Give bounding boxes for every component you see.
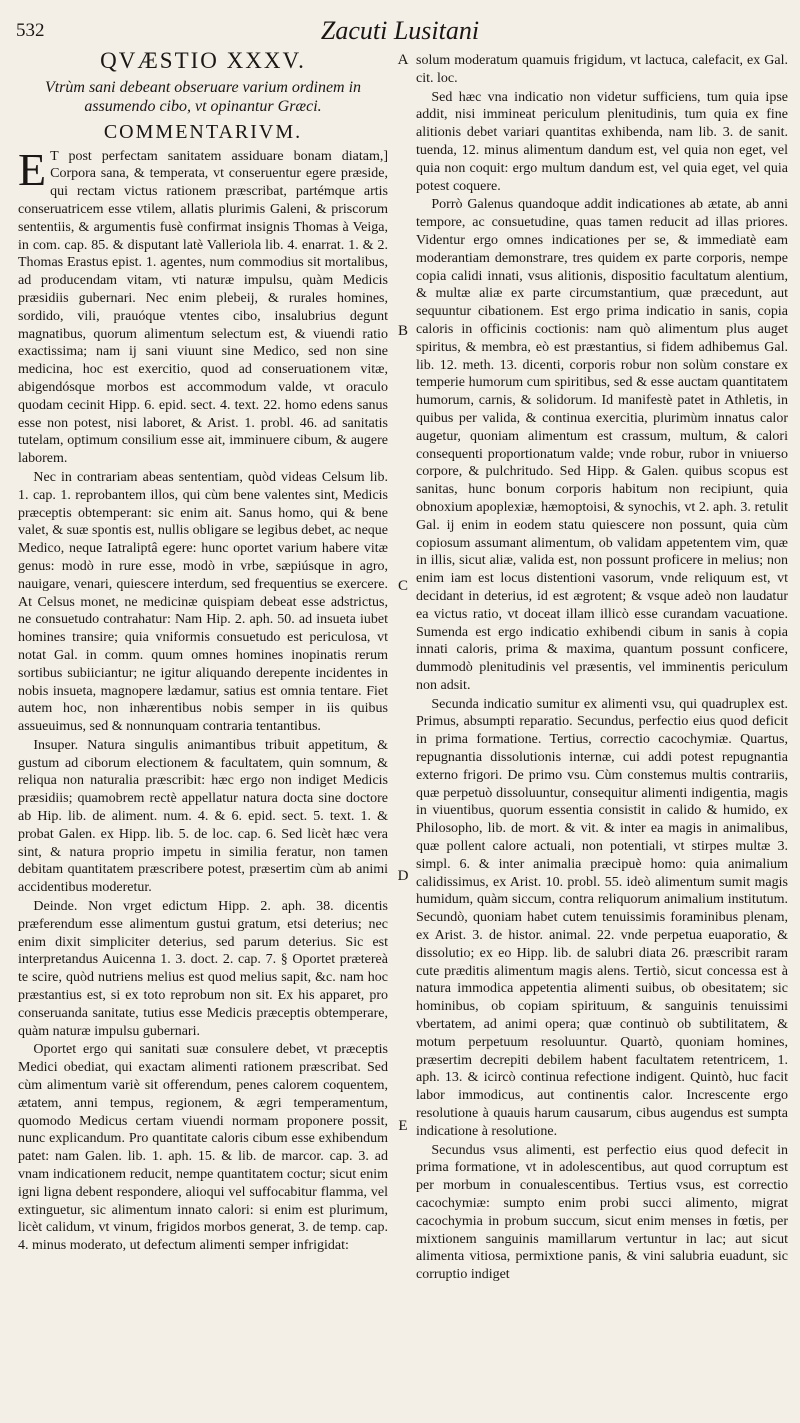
running-header	[0, 0, 800, 44]
paragraph: Nec in contrariam abeas sententiam, quòd videas Celsum lib. 1. cap. 1. reprobantem illos, qui cùm bene valentes sint, Medicis præceptis obtemperant: sic enim ait. Sanus homo, qui & bene valet, & suæ spontis est, nullis obligare se legibus debet, ac neque Medico, neque Iatraliptâ egere: hunc oportet varium habere vitæ genus: modò in rure esse, modò in vrbe, sæpiúsque in agro, nauigare, venari, quiescere interdum, sed frequentius se exercere. At Celsus monet, ne medicinæ quispiam debeat esse adstrictus, ne consuetudo contrahatur: Nam Hip. 2. aph. 50. ad insueta iubet homines transire; quia vniformis consuetudo est periculosa, vt notat Gal. in comm. quum omnes homines inopinatis rerum sortibus subiiciantur; ne igitur aliquando derepente incidentes in nobis insueta, magnopere lædamur, satius est omnia tentare. Fiet autem hoc, non inhærentibus nobis semper in iis quibus assueuimus, sed & nonnunquam contraria tentantibus.	[18, 469, 388, 735]
paragraph: Sed hæc vna indicatio non videtur sufficiens, tum quia ipse addit, nisi immineat periculum plenitudinis, tum quia ex fine alitionis debet variari quantitas exhibenda, nam lib. 3. de sanit. tuenda, 12. minus alimentum dandum est, vel quia non eget, vel quia non coquit: ergo multum dandum est, vel quia eget, vel quia potest coquere.	[416, 89, 788, 194]
paragraph	[18, 143, 388, 468]
paragraph: Secunda indicatio sumitur ex alimenti vsu, qui quadruplex est. Primus, absumpti reparatio. Secundus, perfectio eius quod deficit in prima formatione. Tertius, correctio cacochymiæ. Quartus, repugnantia dissolutionis internæ, cui addi potest repugnantia externo frigori. De primo vsu. Cùm constemus multis contrariis, quæ perpetuò dissoluuntur, consequitur alimenti indigentia, magis in viuentibus, quorum essentia consistit in calido & humido, ex Philosopho, lib. de mort. & vit. & inter ea magis in animalibus, quæ pollent calore actuali, non potentiali, vt stirpes multæ 3. simpl. 6. & inter animalia præcipuè homo: quia animalium calidissimus, ex Arist. 10. probl. 55. ideò alimentum sumit magis humidum, quàm siccum, contra reliquorum animalium institutum. Secundò, quoniam habet cutem tenuissimis foraminibus plenam, ex Arist. 3. de histor. animal. 22. vnde perpetua euaporatio, & dissolutio; ex eo Hipp. lib. de salubri diata 26. præscribit raram cute præditis alimentum magis alens. Tertiò, sicut concessa est à natura immodica appetentia alimenti suibus, ob obesitatem; sic hominibus, ob copiam spirituum, & sanguinis tenuissimi vbertatem, ad animi opera; quæ continuò ob subtilitatem, & motum perpetuum resoluuntur. Quartò, quoniam homines, præsertim decrepiti debilem habent facultatem retentricem, 1. aph. 13. & icircò continua refectione indigent. Quintò, huc facit labor immodicus, aut continentis calor. Increscente ergo resolutione à quauis harum causarum, cibus augendus est sumpta indicatione à resolutione.	[416, 696, 788, 1139]
paragraph: Insuper. Natura singulis animantibus tribuit appetitum, & gustum ad ciborum electionem & facultatem, quin somnum, & reliqua non naturalia præscribit: hæc ergo non indiget Medicis præsidiis; quamobrem rectè appellatur natura docta sine doctore ab Hip. lib. de aliment. num. 4. & 6. epid. sect. 5. text. 1. & probat Galen. ex Hipp. lib. 5. de loc. cap. 6. Sed licèt hæc vera sint, & natura proprio impetu in similia feratur, non tamen debitam quantitatem præscribere potest, præsertim cùm ab animi accidentibus moderetur.	[18, 737, 388, 896]
commentary-heading: COMMENTARIVM.	[103, 120, 303, 143]
page-number: 532	[16, 20, 45, 41]
margin-letter: B	[397, 323, 408, 339]
question-subtitle: Vtrùm sani debeant obseruare varium ordinem in assumendo cibo, vt opinantur Græci.	[44, 78, 362, 115]
margin-letter: E	[398, 1118, 408, 1134]
left-column	[18, 48, 388, 1255]
margin-letter: D	[397, 868, 409, 884]
right-column	[416, 52, 788, 1284]
margin-letter: C	[397, 578, 408, 594]
paragraph: solum moderatum quamuis frigidum, vt lactuca, calefacit, ex Gal. cit. loc.	[416, 53, 788, 86]
paragraph: Deinde. Non vrget edictum Hipp. 2. aph. 38. dicentis præferendum esse alimentum gustui gratum, etsi deterius; nec enim dixit simpliciter deterius, sed parum deterius. Sic est interpretandus Auicenna 1. 3. doct. 2. cap. 7. § Oportet prætereà te scire, quòd nutriens melius est quod melius sapit, &c. nam hoc præstantius est, si ex toto reprobum non sit. Ex his apparet, pro conseruanda sanitate, tutius esse Medicis præceptis obtemperare, quàm naturæ impulsu gubernari.	[18, 899, 388, 1039]
paragraph: Oportet ergo qui sanitati suæ consulere debet, vt præceptis Medici obediat, qui exactam alimenti rationem præscribat. Sed cùm alimentum variè sit offerendum, penes calorem coquentem, ætatem, anni tempus, regionem, & ægri temperamentum, quomodo Medicus certam viuendi normam proponere possit, nunc explicandum. Pro quantitate caloris cibum esse exhibendum patet: nam Galen. lib. 1. aph. 15. & lib. de marcor. cap. 3. ad vnam indicationem reducit, nempe quantitatem coctur; sicut enim igni ligna debent respondere, alioqui vel suffocabitur flamma, vel extinguetur, sic alimentum innato calori: si enim est plurimum, licèt calidum, vt vinum, frigidos morbos generat, 3. de temp. cap. 4. minus moderato, ut defectum alimenti semper infrigidat:	[18, 1042, 388, 1254]
paragraph: Porrò Galenus quandoque addit indicationes ab ætate, ab anni tempore, ac consuetudine, quas tamen reducit ad illas priores. Videntur ergo omnes indicationes per se, & immediatè eam moderantiam demonstrare, tres quidem ex parte corporis, nempe copia calidi innati, vsus alitionis, dispositio facultatum alentium, & multæ aliæ ex parte circumstantium, quæ præcedunt, aut sequuntur cibationem. Est ergo prima indicatio in sanis, copia caloris in officinis coctionis: nam quò alimentum plus auget spiritus, & membra, eò est præstantius, si fidem adhibemus Gal. lib. 12. meth. 13. dicenti, corporis robur non solùm constare ex temperie humorum cum spiritibus, sed & esse auctam quantitatem humorum, carnis, & solidorum. Id manifestè patet in Athletis, in quibus per valida, & continua exercitia, plurimùm innatus calor augetur, quoniam alimentum est crassum, multum, & calori consequenti proportionatum valde; vnde robur, rubor in vniuerso corpore, & pulchritudo. Sed Hipp. & Galen. quibus scopus est sanitas, hunc bonum corporis habitum non recipiunt, quia obnoxium apoplexiæ, hæmoptoisi, & synochis, vt 2. aph. 3. retulit Gal. ij enim in eodem statu quiescere non possunt, quia cùm copiosum assumant alimentum, ob validam appetentem vim, quæ in illis, sicut aliæ, valida est, non possunt proficere in melius; non enim iam est locus distentioni vasorum, vnde reliquum est, vt decidant in deterius, id est ægrotent; & vsque adeò non laudatur ea victus ratio, vt doceat illam illicò esse curandam vacuatione. Sumenda est ergo indicatio exhibendi cibum in sanis à copia innati caloris, prima & maxima, quantum possunt conficere, dummodò plenitudinis vel præsentis, vel imminentis periculum non adsit.	[416, 197, 788, 693]
paragraph-text: T post perfectam sanitatem assiduare bonam diatam,] Corpora sana, & temperata, vt conseruentur egere præside, qui rectam victus rationem præscribat, partémque artis conseruatricem esse vtilem, allatis plurimis Galeni, & priscorum sententiis, & argumentis fusè confirmat insignis Thomas à Veiga, in com. cap. 85. & disputant latè Valleriola lib. 4. enarrat. 1. & 2. Thomas Erastus epist. 1. agentes, num commodius sit mortalibus, ad producendam vitam, vti naturæ impulsu, quàm Medicis præsidiis gubernari. Nec enim plebeij, & rurales homines, sordido, vili, prauóque vtentes cibo, insalubrius degunt magnatibus, quorum alimentum selectum est, & viuendi ratio exactissima; nam ij sani viuunt sine Medico, sed non sine medicina, hoc est exercitio, quod ad conseruationem vitæ, abigendósque morbos est accommodum valde, vt oraculo quodam cecinit Hipp. 6. epid. sect. 4. text. 22. homo edens sanus esse non potest, nisi laboret, & Arist. 1. probl. 46. ad sanitatis tutelam, optimum consilium esse ait, imminuere cibum, & augere laborem.	[18, 148, 388, 467]
margin-letter: A	[397, 52, 409, 68]
question-title: QVÆSTIO XXXV.	[100, 48, 306, 73]
running-title: Zacuti Lusitani	[320, 16, 480, 45]
drop-cap: E	[18, 143, 47, 195]
paragraph: Secundus vsus alimenti, est perfectio eius quod defecit in prima formatione, vt in adolescentibus, aut quod corruptum est per morbum in conualescentibus. Tertius vsus, est correctio cacochymiæ: sumpto enim probi succi alimento, migrat cacochymia in probum succum, sicut enim menses in fœtis, per mixtionem sanguinis mamillarum vertuntur in lac; aut sicut alimenta vitiosa, permixtione panis, & vini salubria euadunt, sic corruptio indiget	[416, 1142, 788, 1283]
